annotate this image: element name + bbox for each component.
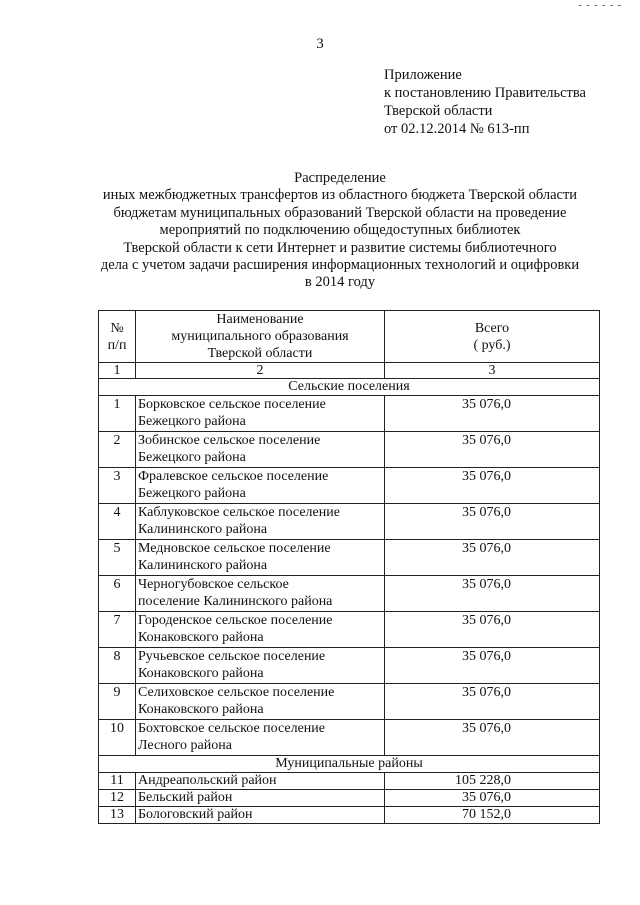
row-num: 12: [99, 790, 136, 807]
row-name-line-1: Селиховское сельское поселение: [138, 685, 335, 700]
row-sum: 35 076,0: [385, 648, 600, 684]
row-num: 10: [99, 720, 136, 756]
title-line-4: мероприятий по подключению общедоступных библиотек: [159, 222, 521, 239]
row-sum: 35 076,0: [385, 720, 600, 756]
row-name: [136, 432, 385, 468]
table-row: [99, 773, 600, 790]
row-name-line-2: Конаковского района: [138, 702, 264, 717]
row-name-line-1: Городенское сельское поселение: [138, 613, 333, 628]
row-num: 11: [99, 773, 136, 790]
table-row: [99, 432, 600, 468]
allocation-table: [98, 310, 600, 824]
row-sum: 35 076,0: [385, 612, 600, 648]
page-number: 3: [316, 36, 324, 52]
row-name: [136, 540, 385, 576]
row-name: [136, 720, 385, 756]
title-line-2: иных межбюджетных трансфертов из областного бюджета Тверской области: [102, 187, 578, 204]
appendix-line-3: Тверской области: [384, 103, 493, 119]
table-row: [99, 468, 600, 504]
row-name: Андреапольский район: [136, 773, 385, 790]
table-header-row: [99, 311, 600, 363]
row-name: [136, 504, 385, 540]
header-num: [99, 311, 136, 363]
row-num: 7: [99, 612, 136, 648]
header-sum: [385, 311, 600, 363]
title-line-7: в 2014 году: [304, 274, 376, 291]
section-row-districts: [99, 756, 600, 773]
title-line-5: Тверской области к сети Интернет и развитие системы библиотечного: [123, 239, 557, 256]
row-num: 6: [99, 576, 136, 612]
row-name-line-2: Конаковского района: [138, 630, 264, 645]
row-sum: 35 076,0: [385, 468, 600, 504]
row-name-line-2: Бежецкого района: [138, 414, 246, 429]
row-name-line-2: Калининского района: [138, 558, 268, 573]
row-sum: 35 076,0: [385, 540, 600, 576]
table-row: [99, 540, 600, 576]
column-number-2: 2: [136, 363, 385, 379]
section-row-rural: [99, 379, 600, 396]
row-sum: 35 076,0: [385, 790, 600, 807]
row-sum: 35 076,0: [385, 396, 600, 432]
row-sum: 35 076,0: [385, 432, 600, 468]
header-name-line-1: Наименование: [216, 312, 304, 327]
table-row: [99, 720, 600, 756]
row-num: 9: [99, 684, 136, 720]
row-sum: 35 076,0: [385, 684, 600, 720]
section-title-rural: Сельские поселения: [99, 379, 600, 396]
appendix-line-1: Приложение: [384, 67, 462, 83]
row-name-line-2: Конаковского района: [138, 666, 264, 681]
row-num: 3: [99, 468, 136, 504]
section-title-districts: Муниципальные районы: [99, 756, 600, 773]
row-num: 1: [99, 396, 136, 432]
row-name-line-2: Бежецкого района: [138, 486, 246, 501]
row-name-line-1: Фралевское сельское поселение: [138, 469, 329, 484]
row-name-line-1: Медновское сельское поселение: [138, 541, 331, 556]
row-num: 8: [99, 648, 136, 684]
row-name-line-1: Черногубовское сельское: [138, 577, 289, 592]
header-num-line-1: №: [110, 320, 124, 336]
title-line-6: дела с учетом задачи расширения информационных технологий и оцифровки: [100, 257, 580, 274]
header-sum-line-2: ( руб.): [473, 337, 511, 353]
title-line-3: бюджетам муниципальных образований Тверской области на проведение: [113, 204, 567, 221]
row-name: [136, 468, 385, 504]
row-num: 5: [99, 540, 136, 576]
document-title: [70, 170, 610, 292]
row-num: 2: [99, 432, 136, 468]
row-num: 13: [99, 807, 136, 824]
row-sum: 105 228,0: [385, 773, 600, 790]
row-name-line-2: поселение Калининского района: [138, 594, 333, 609]
appendix-line-2: к постановлению Правительства: [384, 85, 586, 101]
row-sum: 35 076,0: [385, 576, 600, 612]
header-name-line-3: Тверской области: [207, 346, 313, 361]
table-row: [99, 504, 600, 540]
table-row: [99, 807, 600, 824]
header-name-line-2: муниципального образования: [171, 329, 349, 344]
row-num: 4: [99, 504, 136, 540]
table-row: [99, 684, 600, 720]
row-name: [136, 648, 385, 684]
row-name: Бельский район: [136, 790, 385, 807]
appendix-line-4: от 02.12.2014 № 613-пп: [384, 121, 530, 137]
row-name: [136, 612, 385, 648]
header-sum-line-1: Всего: [474, 320, 510, 336]
table-row: [99, 648, 600, 684]
row-name: Бологовский район: [136, 807, 385, 824]
column-number-row: [99, 363, 600, 379]
table-row: [99, 612, 600, 648]
row-name-line-1: Борковское сельское поселение: [138, 397, 326, 412]
row-sum: 70 152,0: [385, 807, 600, 824]
row-name: [136, 396, 385, 432]
row-name-line-1: Бохтовское сельское поселение: [138, 721, 325, 736]
appendix-block: [384, 66, 586, 138]
table-row: [99, 396, 600, 432]
row-sum: 35 076,0: [385, 504, 600, 540]
row-name-line-1: Ручьевское сельское поселение: [138, 649, 326, 664]
column-number-3: 3: [385, 363, 600, 379]
header-name: [136, 311, 385, 363]
table-row: [99, 790, 600, 807]
row-name-line-2: Лесного района: [138, 738, 232, 753]
row-name-line-1: Каблуковское сельское поселение: [138, 505, 340, 520]
row-name-line-1: Зобинское сельское поселение: [138, 433, 321, 448]
row-name: [136, 576, 385, 612]
header-num-line-2: п/п: [107, 337, 127, 353]
table-row: [99, 576, 600, 612]
row-name: [136, 684, 385, 720]
column-number-1: 1: [99, 363, 136, 379]
title-line-1: Распределение: [294, 170, 386, 186]
corner-marks: - - - - - -: [578, 0, 622, 11]
row-name-line-2: Бежецкого района: [138, 450, 246, 465]
row-name-line-2: Калининского района: [138, 522, 268, 537]
